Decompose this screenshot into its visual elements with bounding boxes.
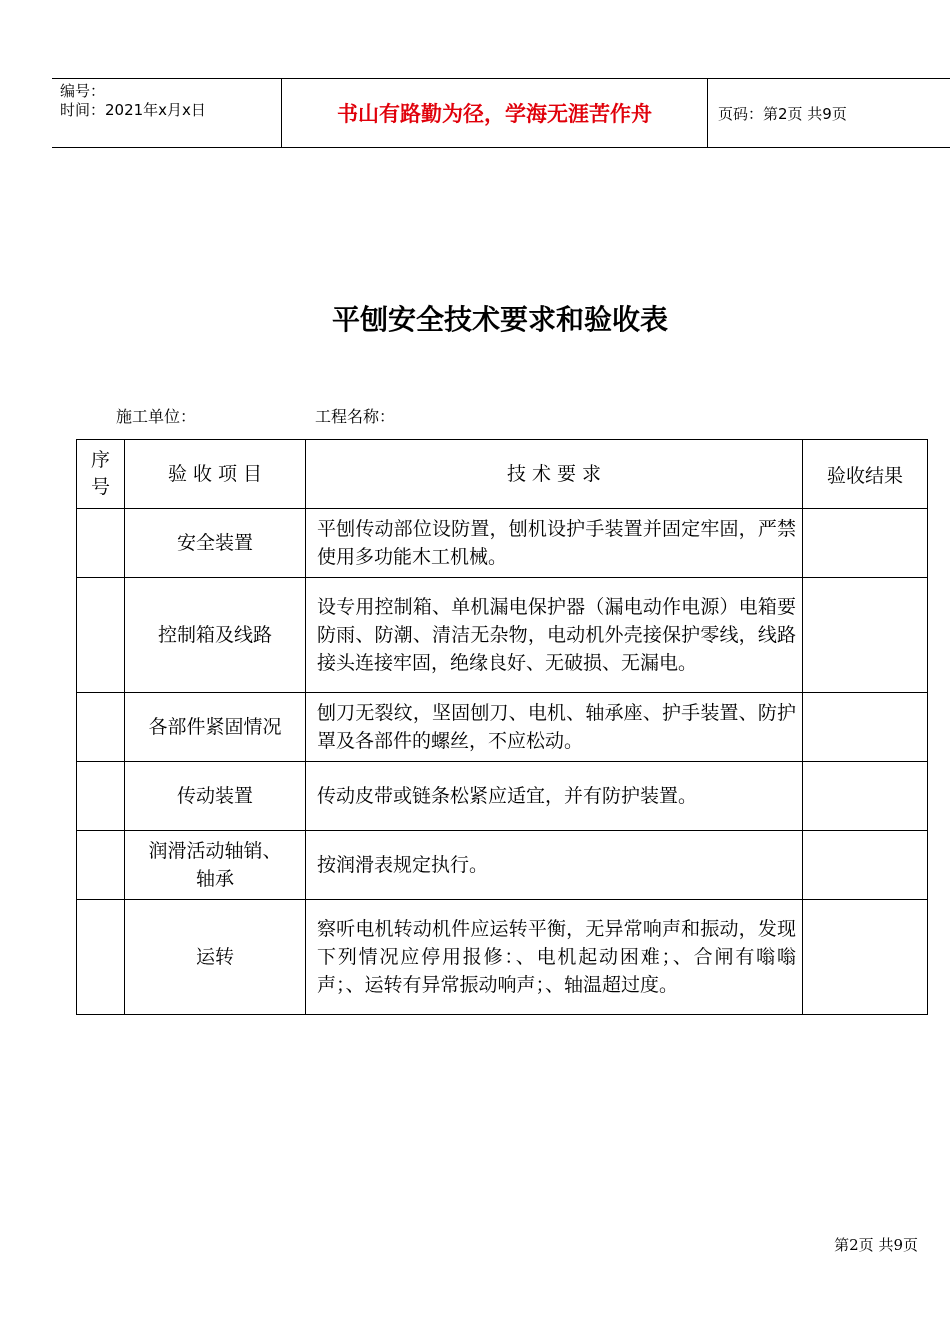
document-title: 平刨安全技术要求和验收表 bbox=[331, 303, 668, 336]
table-row bbox=[77, 509, 928, 578]
row-result bbox=[803, 693, 928, 762]
row-requirement: 设专用控制箱、单机漏电保护器（漏电动作电源）电箱要防雨、防潮、清洁无杂物，电动机外壳接保护零线，线路接头连接牢固，绝缘良好、无破损、无漏电。 bbox=[306, 578, 803, 693]
row-item: 各部件紧固情况 bbox=[125, 693, 306, 762]
table-row bbox=[77, 693, 928, 762]
construction-unit-label: 施工单位： bbox=[116, 407, 197, 426]
row-no bbox=[77, 831, 125, 900]
doc-time-label: 时间：2021年x月x日 bbox=[60, 101, 206, 119]
row-item: 运转 bbox=[125, 900, 306, 1015]
row-no bbox=[77, 900, 125, 1015]
footer-page-info: 第2页 共9页 bbox=[834, 1236, 918, 1254]
row-requirement: 刨刀无裂纹，坚固刨刀、电机、轴承座、护手装置、防护罩及各部件的螺丝，不应松动。 bbox=[306, 693, 803, 762]
header-left bbox=[60, 82, 206, 120]
row-item: 控制箱及线路 bbox=[125, 578, 306, 693]
row-requirement: 按润滑表规定执行。 bbox=[306, 831, 803, 900]
header-result: 验收结果 bbox=[803, 440, 928, 509]
doc-number-label: 编号： bbox=[60, 82, 106, 100]
table-row bbox=[77, 762, 928, 831]
row-result bbox=[803, 578, 928, 693]
row-requirement: 平刨传动部位设防置，刨机设护手装置并固定牢固，严禁使用多功能木工机械。 bbox=[306, 509, 803, 578]
row-item: 传动装置 bbox=[125, 762, 306, 831]
table-row bbox=[77, 831, 928, 900]
header-item: 验 收 项 目 bbox=[125, 440, 306, 509]
row-result bbox=[803, 509, 928, 578]
row-result bbox=[803, 831, 928, 900]
acceptance-table bbox=[76, 439, 928, 1015]
header-page-info: 页码：第2页 共9页 bbox=[718, 104, 847, 123]
header-divider bbox=[707, 79, 708, 147]
row-no bbox=[77, 509, 125, 578]
project-name-label: 工程名称： bbox=[315, 407, 396, 426]
row-item: 润滑活动轴销、轴承 bbox=[125, 831, 306, 900]
row-result bbox=[803, 762, 928, 831]
header-motto: 书山有路勤为径，学海无涯苦作舟 bbox=[337, 102, 652, 126]
row-requirement: 察听电机转动机件应运转平衡，无异常响声和振动，发现下列情况应停用报修：、电机起动困难；、合闸有嗡嗡声；、运转有异常振动响声；、轴温超过度。 bbox=[306, 900, 803, 1015]
page-header bbox=[52, 78, 950, 148]
row-item: 安全装置 bbox=[125, 509, 306, 578]
row-no bbox=[77, 693, 125, 762]
table-header-row bbox=[77, 440, 928, 509]
header-no: 序 号 bbox=[77, 440, 125, 509]
header-requirement: 技 术 要 求 bbox=[306, 440, 803, 509]
table-row bbox=[77, 578, 928, 693]
table-row bbox=[77, 900, 928, 1015]
row-result bbox=[803, 900, 928, 1015]
row-no bbox=[77, 578, 125, 693]
row-no bbox=[77, 762, 125, 831]
row-requirement: 传动皮带或链条松紧应适宜，并有防护装置。 bbox=[306, 762, 803, 831]
